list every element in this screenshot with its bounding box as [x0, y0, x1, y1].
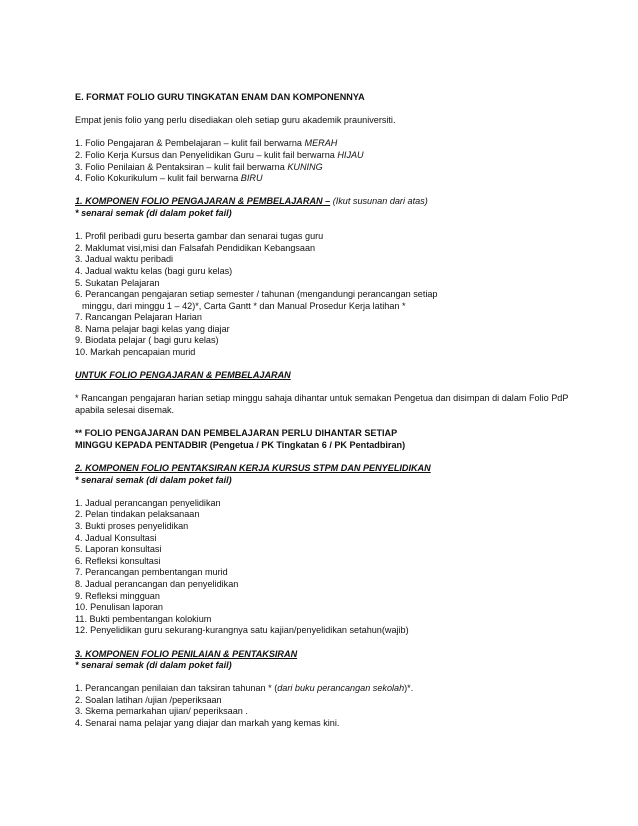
- list-item: 9. Biodata pelajar ( bagi guru kelas): [75, 335, 219, 346]
- list-item: 3. Jadual waktu peribadi: [75, 254, 174, 265]
- list-item: 12. Penyelidikan guru sekurang-kurangnya satu kajian/penyelidikan setahun(wajib): [75, 625, 409, 636]
- section1-title-note: (Ikut susunan dari atas): [330, 196, 428, 207]
- list-item: 9. Refleksi mingguan: [75, 590, 160, 601]
- section2-checklist: * senarai semak (di dalam poket fail): [75, 474, 232, 485]
- document-page: [75, 92, 595, 730]
- list-item: 1. Jadual perancangan penyelidikan: [75, 497, 221, 508]
- untuk-heading: UNTUK FOLIO PENGAJARAN & PEMBELAJARAN: [75, 370, 291, 381]
- list-item-text: )*.: [404, 683, 414, 694]
- folio-type-item: [75, 138, 595, 150]
- folio-type-color: MERAH: [304, 138, 338, 149]
- section1-title: [75, 196, 595, 208]
- list-item: 7. Perancangan pembentangan murid: [75, 567, 228, 578]
- list-item: 10. Markah pencapaian murid: [75, 347, 196, 358]
- folio-type-label: 2. Folio Kerja Kursus dan Penyelidikan Guru – kulit fail berwarna: [75, 149, 338, 160]
- folio-type-color: HIJAU: [337, 149, 364, 160]
- folio-type-label: 3. Folio Penilaian & Pentaksiran – kulit fail berwarna: [75, 161, 288, 172]
- section1-title-text: 1. KOMPONEN FOLIO PENGAJARAN & PEMBELAJARAN –: [75, 196, 331, 207]
- folio-type-label: 4. Folio Kokurikulum – kulit fail berwarna: [75, 173, 241, 184]
- folio-types-list: [75, 138, 595, 184]
- bold-note-line: ** FOLIO PENGAJARAN DAN PEMBELAJARAN PERLU DIHANTAR SETIAP: [75, 428, 398, 439]
- section3-list: [75, 683, 595, 729]
- list-item: 4. Senarai nama pelajar yang diajar dan markah yang kemas kini.: [75, 718, 340, 729]
- list-item: 5. Laporan konsultasi: [75, 544, 162, 555]
- list-item: [75, 683, 595, 695]
- section2-list: [75, 498, 595, 637]
- section-heading: E. FORMAT FOLIO GURU TINGKATAN ENAM DAN KOMPONENNYA: [75, 92, 365, 102]
- list-item-italic: dari buku perancangan sekolah: [277, 683, 405, 694]
- list-item: 2. Pelan tindakan pelaksanaan: [75, 509, 200, 520]
- folio-type-item: [75, 173, 595, 185]
- list-item: 11. Bukti pembentangan kolokium: [75, 613, 212, 624]
- list-item: 3. Bukti proses penyelidikan: [75, 520, 189, 531]
- list-item: 6. Refleksi konsultasi: [75, 555, 161, 566]
- section2-title: 2. KOMPONEN FOLIO PENTAKSIRAN KERJA KURSUS STPM DAN PENYELIDIKAN: [75, 463, 431, 473]
- list-item: 4. Jadual waktu kelas (bagi guru kelas): [75, 265, 233, 276]
- list-item: 8. Jadual perancangan dan penyelidikan: [75, 578, 239, 589]
- folio-type-color: KUNING: [287, 161, 323, 172]
- folio-type-color: BIRU: [240, 173, 263, 184]
- intro-text: Empat jenis folio yang perlu disediakan oleh setiap guru akademik prauniversiti.: [75, 115, 396, 126]
- list-item: 8. Nama pelajar bagi kelas yang diajar: [75, 323, 230, 334]
- list-item: 2. Maklumat visi,misi dan Falsafah Pendidikan Kebangsaan: [75, 242, 316, 253]
- list-item-text: 1. Perancangan penilaian dan taksiran tahunan * (: [75, 683, 278, 694]
- list-item: 1. Profil peribadi guru beserta gambar dan senarai tugas guru: [75, 231, 324, 242]
- section1-checklist: * senarai semak (di dalam poket fail): [75, 207, 232, 218]
- list-item: 7. Rancangan Pelajaran Harian: [75, 312, 202, 323]
- note-line: * Rancangan pengajaran harian setiap minggu sahaja dihantar untuk semakan Pengetua dan disimpan di dalam Folio PdP: [75, 393, 569, 404]
- list-item: 10. Penulisan laporan: [75, 602, 163, 613]
- folio-type-item: [75, 162, 595, 174]
- section3-checklist: * senarai semak (di dalam poket fail): [75, 660, 232, 671]
- list-item: 4. Jadual Konsultasi: [75, 532, 157, 543]
- list-item: 2. Soalan latihan /ujian /peperiksaan: [75, 694, 222, 705]
- note-line: apabila selesai disemak.: [75, 405, 175, 416]
- list-item-continuation: minggu, dari minggu 1 – 42)*, Carta Gantt * dan Manual Prosedur Kerja latihan *: [82, 300, 406, 311]
- list-item: 3. Skema pemarkahan ujian/ peperiksaan .: [75, 706, 248, 717]
- list-item: 6. Perancangan pengajaran setiap semester / tahunan (mengandungi perancangan setiap: [75, 289, 438, 300]
- section3-title: 3. KOMPONEN FOLIO PENILAIAN & PENTAKSIRAN: [75, 648, 298, 659]
- folio-type-item: [75, 150, 595, 162]
- section1-list: [75, 231, 595, 359]
- list-item: 5. Sukatan Pelajaran: [75, 277, 160, 288]
- bold-note-line: MINGGU KEPADA PENTADBIR (Pengetua / PK Tingkatan 6 / PK Pentadbiran): [75, 439, 406, 450]
- folio-type-label: 1. Folio Pengajaran & Pembelajaran – kulit fail berwarna: [75, 138, 305, 149]
